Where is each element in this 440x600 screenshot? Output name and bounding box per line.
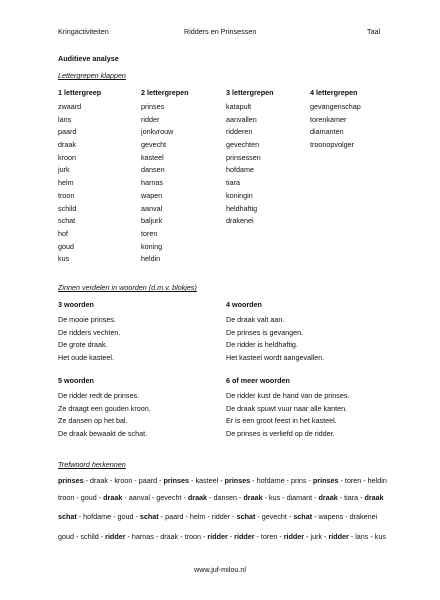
syllable-word: schild: [58, 203, 77, 213]
syllable-word: lans: [58, 114, 72, 124]
syllable-word: kus: [58, 254, 70, 264]
keyword-highlight: ridder: [105, 532, 126, 541]
sentence: De prinses is gevangen.: [226, 327, 304, 337]
keyword-highlight: ridder: [207, 532, 228, 541]
keyword-highlight: draak: [187, 493, 208, 502]
syllable-word: diamanten: [310, 127, 344, 137]
keyword-highlight: draak: [243, 493, 263, 502]
sentence: De ridder kust de hand van de prinses.: [226, 391, 350, 400]
syllable-word: paard: [58, 127, 77, 137]
syllable-word: goud: [58, 241, 74, 251]
syllable-word: koning: [141, 241, 163, 251]
sentence: Ze draagt een gouden kroon.: [58, 403, 151, 413]
syllable-word: heldhaftig: [226, 203, 258, 213]
keyword-highlight: schat: [236, 512, 256, 521]
syllable-word: torenkamer: [310, 114, 347, 124]
syllable-word: helm: [58, 178, 74, 188]
syllable-word: schat: [58, 216, 76, 226]
sentence: De ridder is heldhaftig.: [226, 340, 298, 350]
syllable-column-label: 3 lettergrepen: [226, 88, 274, 97]
keyword-filler: - draak - kroon - paard -: [83, 476, 164, 485]
keyword-highlight: prinses: [58, 476, 84, 485]
syllable-column: [58, 88, 101, 266]
sentence: De prinses is verliefd op de ridder.: [226, 429, 335, 439]
syllable-column-label: 2 lettergrepen: [141, 88, 189, 97]
syllable-word: harnas: [141, 178, 163, 188]
sentence-block-label: 5 woorden: [58, 376, 94, 385]
syllable-word: aanval: [141, 203, 163, 213]
keyword-filler: - hofdame - prins -: [250, 476, 313, 485]
syllable-word: kroon: [58, 152, 76, 162]
sentence: Er is een groot feest in het kasteel.: [226, 416, 337, 426]
syllable-word: ridder: [141, 114, 160, 124]
keyword-filler: troon - goud -: [58, 493, 104, 502]
sentence: De draak valt aan.: [226, 315, 285, 324]
sentence: Het kasteel wordt aangevallen.: [226, 353, 325, 363]
syllable-word: aanvallen: [226, 114, 257, 124]
syllable-word: gevechten: [226, 140, 260, 150]
keyword-highlight: schat: [58, 512, 77, 521]
keyword-filler: - toren -: [254, 532, 284, 541]
keyword-filler: - tiara -: [337, 493, 365, 502]
syllable-column-label: 4 lettergrepen: [310, 88, 358, 97]
keyword-filler: - hofdame - goud -: [76, 512, 140, 521]
sentence: De ridder redt de prinses.: [58, 391, 140, 400]
keyword-filler: - lans - kus: [348, 532, 386, 541]
keyword-filler: - wapens - drakenei: [312, 512, 378, 521]
syllable-word: gevangenschap: [310, 102, 361, 111]
syllable-word: baljurk: [141, 216, 163, 226]
sentence: De ridders vechten.: [58, 327, 121, 337]
section-heading-syllables: Lettergrepen klappen: [58, 71, 126, 80]
syllable-word: prinses: [141, 102, 165, 111]
keyword-line: [58, 493, 384, 502]
keyword-line: [58, 476, 387, 485]
keyword-highlight: draak: [364, 493, 384, 502]
sentence: Ze dansen op het bal.: [58, 416, 128, 426]
syllable-word: hofdame: [226, 165, 254, 175]
sentence-block: [226, 376, 349, 441]
keyword-filler: - kus - diamant -: [262, 493, 319, 502]
syllable-word: gevecht: [141, 140, 167, 150]
sentence: Het oude kasteel.: [58, 353, 114, 363]
syllable-word: koningin: [226, 190, 253, 200]
section-heading-sentences: Zinnen verdelen in woorden (d.m.v. blokjes): [58, 283, 197, 292]
sentence: De grote draak.: [58, 340, 108, 350]
keyword-filler: - kasteel -: [189, 476, 225, 485]
syllable-column: [141, 88, 189, 266]
keyword-filler: - harnas - draak - troon -: [125, 532, 208, 541]
keyword-filler: - dansen -: [207, 493, 244, 502]
syllable-word: toren: [141, 228, 158, 238]
keyword-highlight: ridder: [328, 532, 349, 541]
syllable-word: kasteel: [141, 152, 164, 162]
sentence-block: [58, 300, 120, 365]
syllable-word: katapult: [226, 102, 252, 111]
keyword-highlight: draak: [318, 493, 338, 502]
keyword-line: [58, 532, 386, 541]
sentence: De draak bewaakt de schat.: [58, 429, 148, 439]
keyword-filler: - paard - helm - ridder -: [158, 512, 237, 521]
sentence: De draak spuwt vuur naar alle kanten.: [226, 403, 348, 413]
keyword-highlight: prinses: [163, 476, 190, 485]
keyword-filler: - toren - heldin: [338, 476, 387, 485]
header-center: Ridders en Prinsessen: [184, 27, 257, 36]
sentence-block-label: 4 woorden: [226, 300, 262, 309]
syllable-word: jurk: [58, 165, 70, 175]
syllable-word: wapen: [141, 190, 163, 200]
syllable-word: heldin: [141, 254, 161, 264]
syllable-column: [310, 88, 361, 152]
syllable-word: ridderen: [226, 127, 253, 137]
syllable-word: jonkvrouw: [141, 127, 174, 137]
keyword-highlight: schat: [139, 512, 159, 521]
sentence-block: [226, 300, 324, 365]
keyword-filler: -: [227, 532, 235, 541]
syllable-word: troon: [58, 190, 75, 200]
syllable-word: troonopvolger: [310, 140, 354, 150]
sentence-block-label: 6 of meer woorden: [226, 376, 290, 385]
page-title: Auditieve analyse: [58, 54, 119, 63]
keyword-highlight: prinses: [312, 476, 339, 485]
keyword-filler: - jurk -: [304, 532, 329, 541]
syllable-word: draak: [58, 140, 76, 150]
header-right: Taal: [367, 27, 381, 36]
footer-url[interactable]: www.juf-milou.nl: [194, 565, 246, 574]
syllable-column-label: 1 lettergreep: [58, 88, 102, 97]
sentence-block: [58, 376, 151, 441]
syllable-word: hof: [58, 228, 68, 238]
syllable-word: drakenei: [226, 216, 254, 226]
keyword-highlight: ridder: [234, 532, 255, 541]
section-heading-keyword: Trefwoord herkennen: [58, 460, 126, 469]
keyword-filler: - gevecht -: [255, 512, 294, 521]
keyword-highlight: prinses: [224, 476, 251, 485]
syllable-word: tiara: [226, 178, 240, 188]
keyword-highlight: ridder: [283, 532, 305, 541]
keyword-highlight: schat: [293, 512, 313, 521]
keyword-filler: goud - schild -: [58, 532, 106, 541]
syllable-word: dansen: [141, 165, 165, 175]
header-left: Kringactiviteiten: [58, 27, 109, 36]
keyword-highlight: draak: [103, 493, 123, 502]
sentence: De mooie prinses.: [58, 315, 116, 324]
keyword-filler: - aanval - gevecht -: [122, 493, 188, 502]
syllable-column: [226, 88, 274, 228]
syllable-word: prinsessen: [226, 152, 261, 162]
sentence-block-label: 3 woorden: [58, 300, 94, 309]
syllable-word: zwaard: [58, 102, 82, 111]
keyword-line: [58, 512, 377, 521]
